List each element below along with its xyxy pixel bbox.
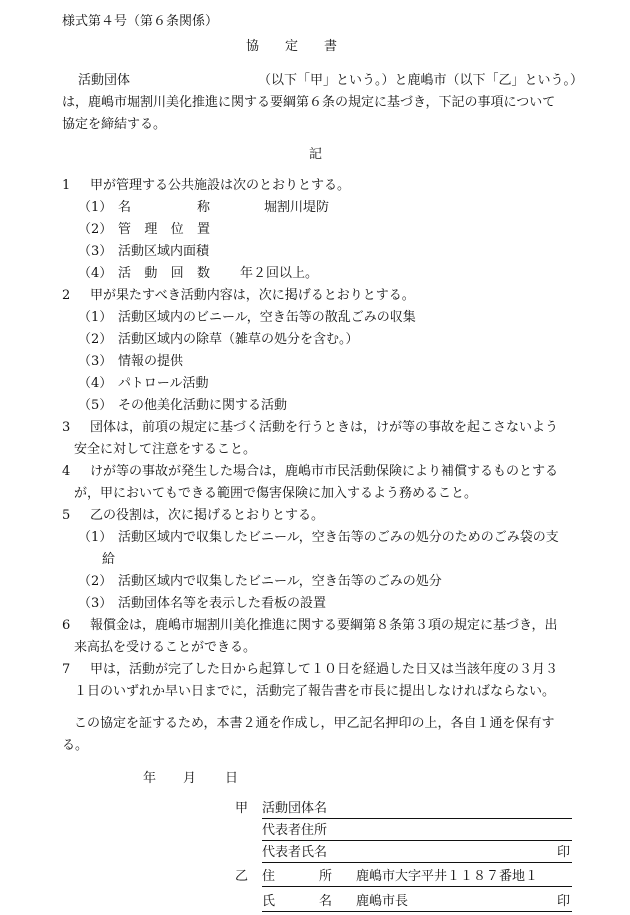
item-2-sub-2-text: 活動区域内の除草（雑草の処分を含む。）	[118, 332, 359, 347]
item-4-line1: けが等の事故が発生した場合は，鹿嶋市市民活動保険により補償するものとする	[90, 464, 559, 479]
item-1-sub-2-label: 管 理 位 置	[118, 222, 210, 237]
item-2-number: 2	[62, 288, 71, 303]
item-3-line2: 安全に対して注意をすること。	[74, 442, 257, 457]
item-7-number: 7	[62, 662, 71, 677]
preamble-line1: （以下「甲」という。）と鹿嶋市（以下「乙」という。）	[258, 73, 584, 88]
ko-rep-address-label: 代表者住所	[262, 823, 328, 838]
otsu-seal-mark: 印	[557, 894, 571, 909]
ko-rep-name-label: 代表者氏名	[262, 845, 328, 860]
item-1-number: 1	[62, 178, 71, 193]
item-1-sub-4-number: （4）	[78, 266, 113, 281]
item-3-number: 3	[62, 420, 71, 435]
otsu-name-value: 鹿嶋市長	[356, 894, 409, 909]
item-7-line2: １日のいずれか早い日までに，活動完了報告書を市長に提出しなければならない。	[74, 684, 556, 699]
ko-org-label: 活動団体名	[262, 801, 328, 816]
item-2-sub-1-text: 活動区域内のビニール，空き缶等の散乱ごみの収集	[118, 310, 416, 325]
otsu-address-line	[262, 886, 572, 887]
item-5-sub-1-line1: 活動区域内で収集したビニール，空き缶等のごみの処分のためのごみ袋の支	[118, 530, 559, 545]
party-otsu-mark: 乙	[235, 869, 249, 884]
otsu-name-label: 氏 名	[262, 894, 332, 909]
otsu-address-label: 住 所	[262, 869, 332, 884]
ko-rep-name-line	[262, 862, 572, 863]
item-6-line2: 来高払を受けることができる。	[74, 640, 257, 655]
item-1-sub-1-number: （1）	[78, 200, 113, 215]
ki-heading: 記	[309, 147, 323, 162]
otsu-address-value: 鹿嶋市大字平井１１８７番地１	[356, 869, 539, 884]
document-title: 協 定 書	[246, 39, 338, 54]
item-5-sub-1-number: （1）	[78, 530, 113, 545]
item-1-sub-4-value: 年２回以上。	[240, 266, 319, 281]
item-3-line1: 団体は，前項の規定に基づく活動を行うときは，けが等の事故を起こさないよう	[90, 420, 559, 435]
item-2-sub-3-text: 情報の提供	[118, 354, 184, 369]
date-year: 年	[143, 771, 157, 786]
item-1-sub-1-value: 堀割川堤防	[264, 200, 330, 215]
item-1-sub-2-number: （2）	[78, 222, 113, 237]
closing-line2: る。	[62, 738, 89, 753]
item-2-text: 甲が果たすべき活動内容は，次に掲げるとおりとする。	[90, 288, 415, 303]
item-5-sub-1-line2: 給	[102, 552, 116, 567]
closing-line1: この協定を証するため，本書２通を作成し，甲乙記名押印の上，各自１通を保有す	[74, 716, 555, 731]
item-1-sub-1-label: 名 称	[118, 200, 210, 215]
item-5-sub-2-text: 活動区域内で収集したビニール，空き缶等のごみの処分	[118, 574, 442, 589]
preamble-activity-group: 活動団体	[78, 73, 131, 88]
item-2-sub-2-number: （2）	[78, 332, 113, 347]
item-2-sub-3-number: （3）	[78, 354, 113, 369]
preamble-line2: は，鹿嶋市堀割川美化推進に関する要綱第６条の規定に基づき，下記の事項について	[62, 95, 556, 110]
item-1-sub-3-label: 活動区域内面積	[118, 244, 210, 259]
party-ko-mark: 甲	[235, 801, 249, 816]
date-month: 月	[183, 771, 197, 786]
item-6-number: 6	[62, 618, 71, 633]
form-number-label: 様式第４号（第６条関係）	[62, 14, 219, 29]
item-5-sub-3-number: （3）	[78, 596, 113, 611]
item-5-sub-2-number: （2）	[78, 574, 113, 589]
date-day: 日	[225, 771, 239, 786]
item-2-sub-5-number: （5）	[78, 398, 113, 413]
item-2-sub-4-number: （4）	[78, 376, 113, 391]
item-4-line2: が，甲においてもできる範囲で傷害保険に加入するよう務めること。	[74, 486, 478, 501]
item-5-sub-3-text: 活動団体名等を表示した看板の設置	[118, 596, 327, 611]
ko-rep-address-line	[262, 840, 572, 841]
item-2-sub-1-number: （1）	[78, 310, 113, 325]
item-5-text: 乙の役割は，次に掲げるとおりとする。	[90, 508, 325, 523]
ko-org-line	[262, 818, 572, 819]
item-2-sub-4-text: パトロール活動	[118, 376, 209, 391]
item-6-line1: 報償金は，鹿嶋市堀割川美化推進に関する要綱第８条第３項の規定に基づき，出	[90, 618, 558, 633]
item-7-line1: 甲は，活動が完了した日から起算して１０日を経過した日又は当該年度の３月３	[90, 662, 559, 677]
item-5-number: 5	[62, 508, 71, 523]
item-4-number: 4	[62, 464, 71, 479]
item-2-sub-5-text: その他美化活動に関する活動	[118, 398, 288, 413]
item-1-sub-4-label: 活 動 回 数	[118, 266, 210, 281]
item-1-sub-3-number: （3）	[78, 244, 113, 259]
item-1-text: 甲が管理する公共施設は次のとおりとする。	[90, 178, 351, 193]
ko-seal-mark: 印	[557, 845, 571, 860]
preamble-line3: 協定を締結する。	[62, 117, 167, 132]
otsu-name-line	[262, 911, 572, 912]
